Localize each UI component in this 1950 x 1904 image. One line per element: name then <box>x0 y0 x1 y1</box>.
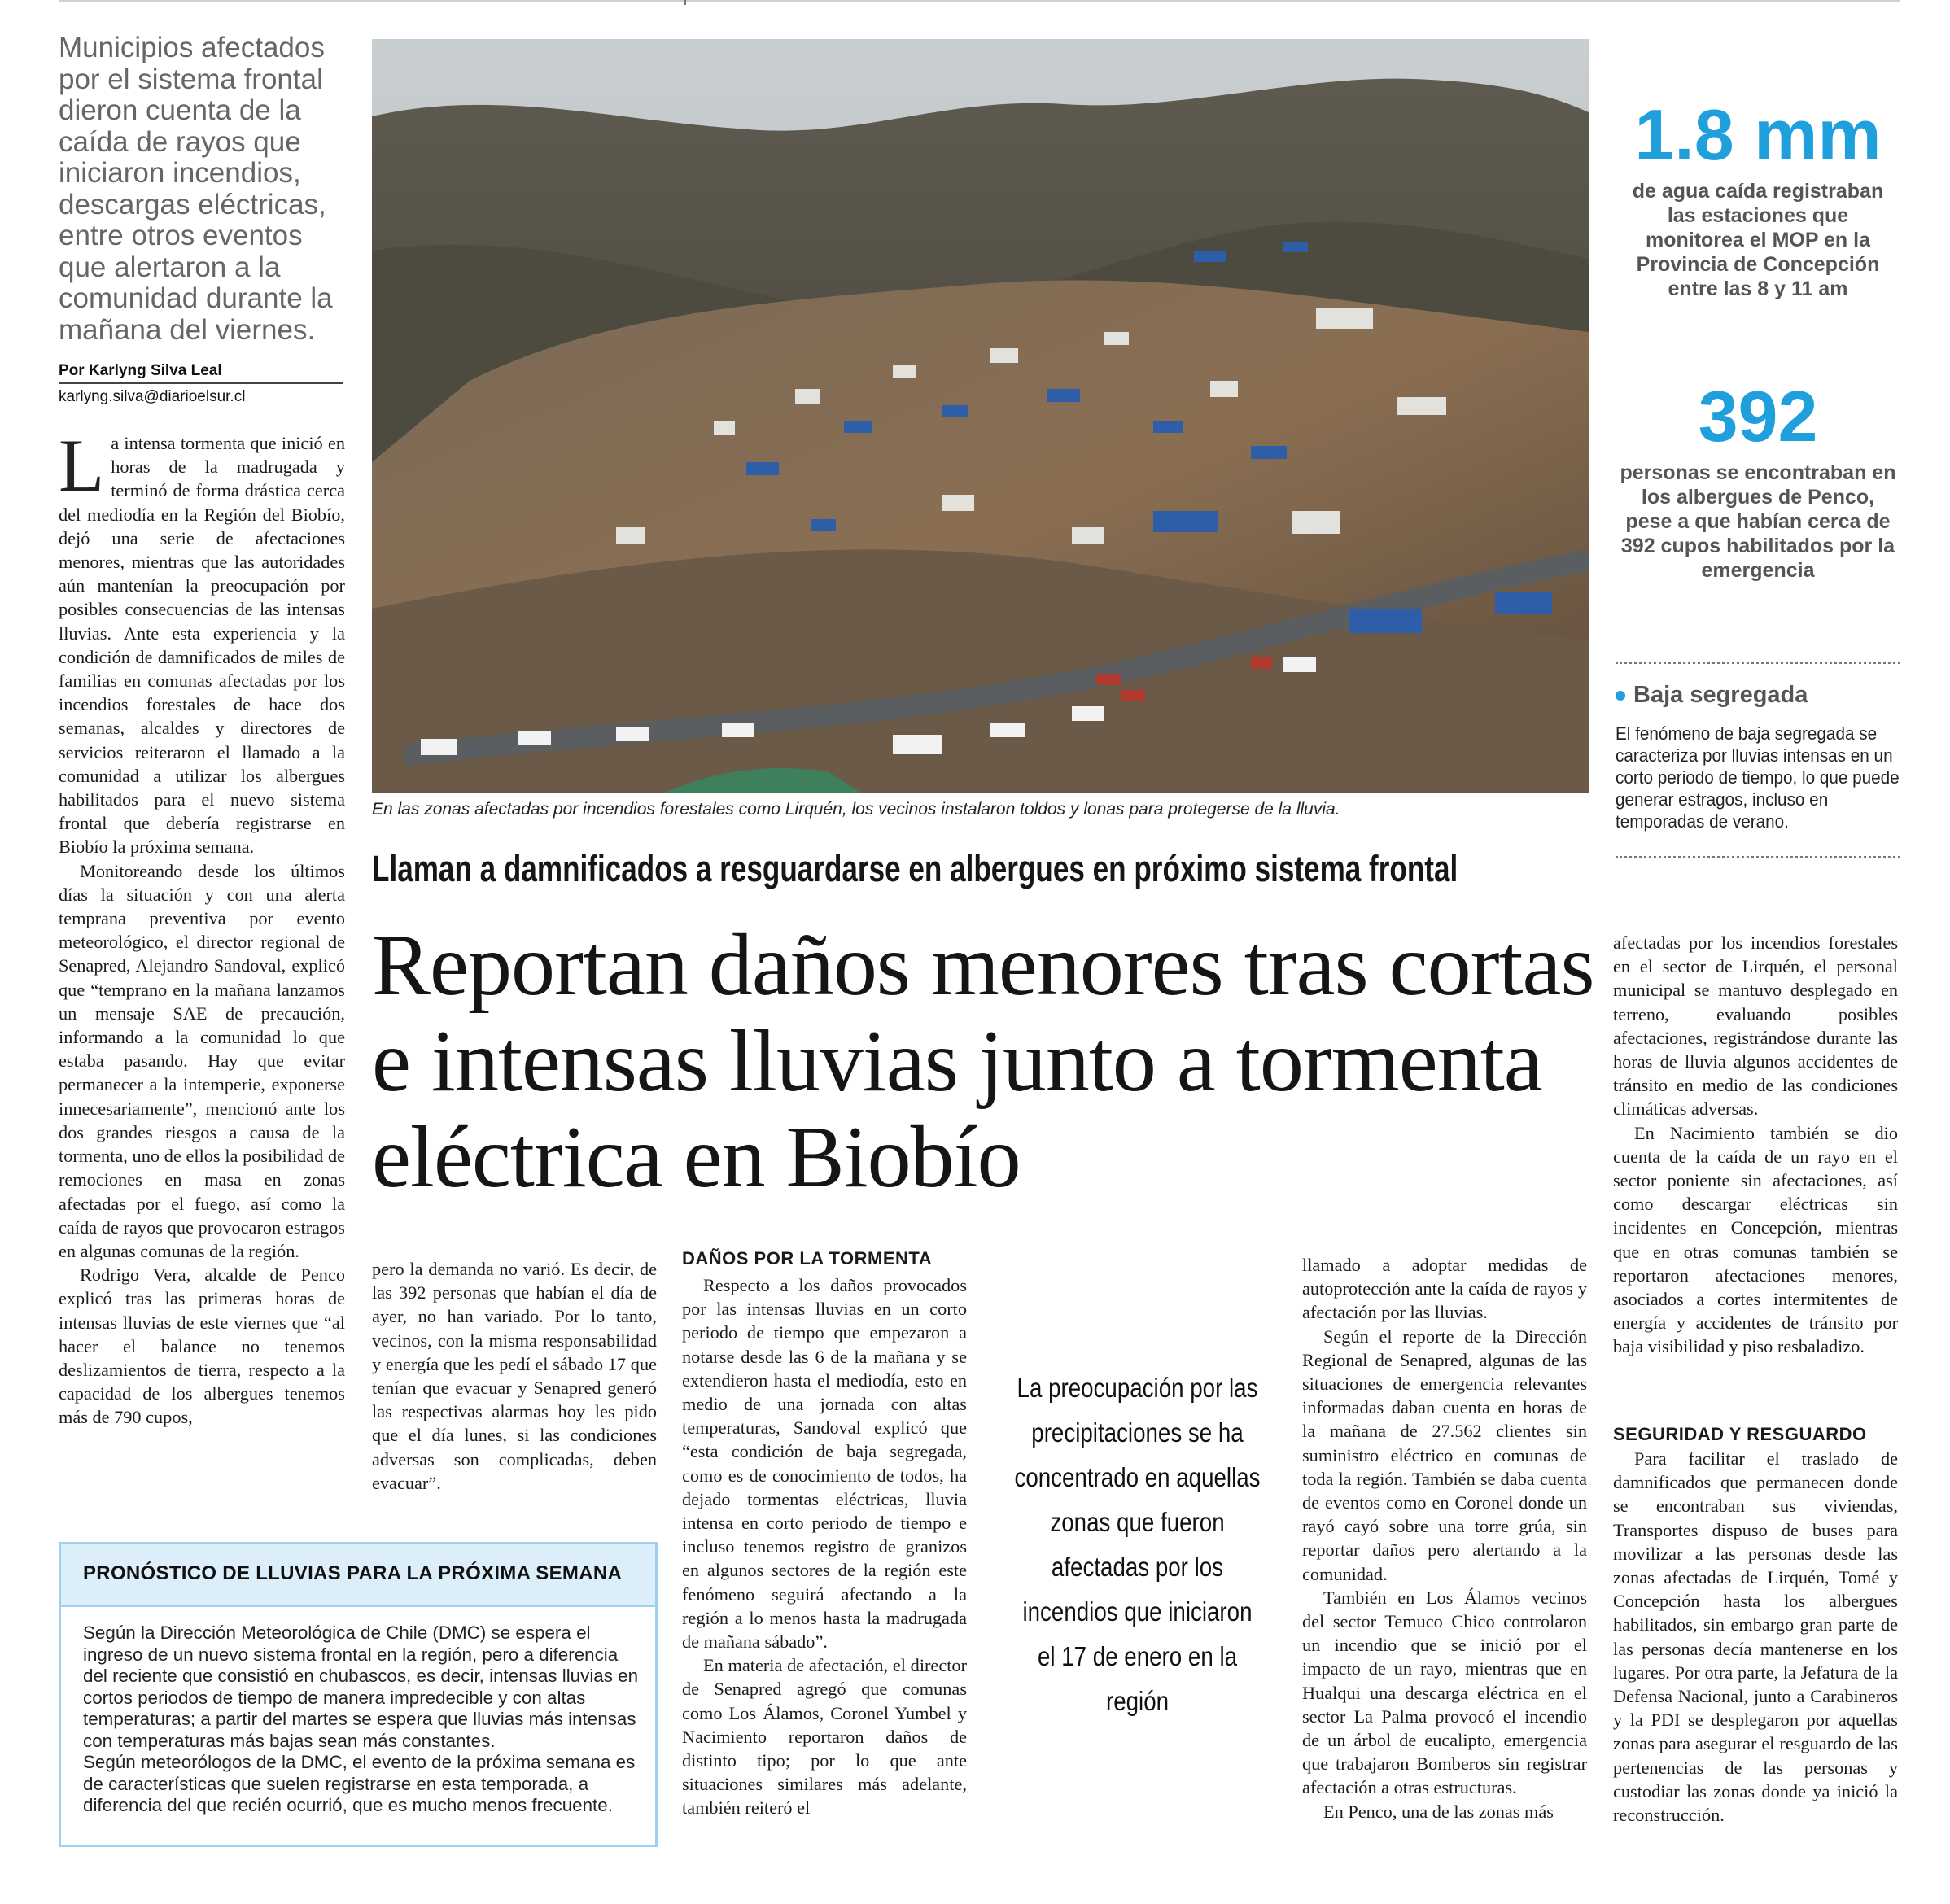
news-photo <box>372 39 1589 793</box>
body-column-5-continued <box>1613 1447 1898 1827</box>
fold-mark <box>684 0 686 5</box>
body-paragraph: En materia de afectación, el director de Senapred agregó que comunas como Los Álamos, Coronel Yumbel y Nacimiento reportaron daños de distinto tipo; por lo que ante situaciones similares más adelante, también reiteró el <box>682 1655 967 1819</box>
body-paragraph: Para facilitar el traslado de damnificados que permanecen donde se encontraban sus viviendas, Transportes dispuso de buses para movilizar a las personas desde las zonas afectadas de Lirquén, Tomé y Concepción hasta los albergues habilitados, sin embargo gran parte de las personas decía mantenerse en los lugares. Por otra parte, la Jefatura de la Defensa Nacional, junto a Carabineros y la PDI se desplegaron por aquellas zonas para asegurar el resguardo de las pertenencias de las personas y custodiar las zonas donde ya inició la reconstrucción. <box>1613 1448 1898 1826</box>
body-paragraph: llamado a adoptar medidas de autoprotección ante la caída de rayos y afectación por las lluvias. <box>1302 1255 1587 1323</box>
forecast-box-text <box>83 1622 645 1817</box>
forecast-paragraph: Según meteorólogos de la DMC, el evento de la próxima semana es de características que suelen registrarse en esta temporada, a diferencia del que recién ocurrió, que es mucho menos frecuente. <box>83 1752 636 1815</box>
dotted-divider <box>1616 856 1900 858</box>
byline: Por Karlyng Silva Leal <box>59 362 222 379</box>
forecast-paragraph: Según la Dirección Meteorológica de Chile (DMC) se espera el ingreso de un nuevo sistema frontal en la región, pero a diferencia del reciente que consistió en chubascos, es decir, intensas lluvias en cortos periodos de tiempo de manera impredecible y con altas temperaturas; a partir del martes se espera que lluvias más intensas con temperaturas más bajas sean más constantes. <box>83 1622 639 1751</box>
sidebar-title-label: Baja segregada <box>1633 682 1808 708</box>
body-paragraph: Monitoreando desde los últimos días la situación y con una alerta temprana preventiva por evento meteorológico, el director regional de Senapred, Alejandro Sandoval, explicó que “temprano en la mañana lanzamos un mensaje SAE de precaución, informando a la comunidad lo que estaba pasando. Hay que evitar permanecer a la intemperie, exponerse innecesariamente”, mencionó ante los dos grandes riesgos a causa de la tormenta, uno de ellos la posibilidad de remociones en masa en zonas afectadas por el fuego, así como la caída de rayos que provocaron estragos en algunas comunas de la región. <box>59 860 345 1261</box>
sidebar-text: El fenómeno de baja segregada se caracteriza por lluvias intensas en un corto periodo de tiempo, lo que puede generar estragos, incluso en temporadas de verano. <box>1616 723 1900 832</box>
body-paragraph: Según el reporte de la Dirección Regional de Senapred, algunas de las situaciones de emergencia relevantes informadas daban cuenta en horas de la mañana de 27.562 clientes sin suministro eléctrico en comunas de toda la región. También se daba cuenta de eventos como en Coronel donde un rayó cayó sobre una torre grúa, sin reportar daños pero alertando a la comunidad. <box>1302 1325 1587 1584</box>
pull-quote: La preocupación por las precipitaciones se ha concentrado en aquellas zonas que fueron afectadas por los incendios que iniciaron el 17 de enero en la región <box>1014 1373 1261 1716</box>
subhead-seguridad: SEGURIDAD Y RESGUARDO <box>1613 1424 1867 1444</box>
subhead-danos: DAÑOS POR LA TORMENTA <box>682 1248 933 1269</box>
stat-people-text: personas se encontraban en los albergues de Penco, pese a que habían cerca de 392 cupos habilitados por la emergencia <box>1620 461 1896 582</box>
body-paragraph: Rodrigo Vera, alcalde de Penco explicó tras las primeras horas de intensas lluvias de este viernes que “al hacer el balance no tenemos deslizamientos de tierra, respecto a la capacidad de los albergues tenemos más de 790 cupos, <box>59 1264 345 1428</box>
author-email[interactable]: karlyng.silva@diarioelsur.cl <box>59 388 246 405</box>
body-column-2 <box>372 1257 657 1495</box>
body-column-3 <box>682 1273 967 1820</box>
body-paragraph: También en Los Álamos vecinos del sector Temuco Chico controlaron un incendio que se inició por el impacto de un rayo, mientras que en Hualqui una descarga eléctrica en el sector La Palma provocó el incendio de un árbol de eucalipto, emergencia que trabajaron Bomberos sin registrar afectación a otras estructuras. <box>1302 1587 1587 1798</box>
stat-rainfall-value: 1.8 mm <box>1634 94 1882 175</box>
photo-caption: En las zonas afectadas por incendios forestales como Lirquén, los vecinos instalaron toldos y lonas para protegerse de la lluvia. <box>372 800 1340 819</box>
dotted-divider <box>1616 662 1900 664</box>
body-paragraph: afectadas por los incendios forestales en el sector de Lirquén, el personal municipal se mantuvo desplegado en terreno, evaluando posibles afectaciones, registrándose durante las horas de lluvia algunos accidentes de tránsito en medio de las condiciones climáticas adversas. <box>1613 932 1898 1120</box>
lirquen-hillside-photo <box>372 39 1589 793</box>
kicker-headline: Llaman a damnificados a resguardarse en albergues en próximo sistema frontal <box>372 848 1458 889</box>
byline-rule <box>59 382 343 384</box>
forecast-box <box>59 1542 658 1847</box>
forecast-box-header <box>61 1544 655 1607</box>
body-paragraph: a intensa tormenta que inició en horas de la madrugada y terminó de forma drástica cerca del mediodía en la Región del Biobío, dejó una serie de afectaciones menores, mientras que las autoridades aún mantenían la preocupación por posibles consecuencias de las intensas lluvias. Ante esta experiencia y la condición de damnificados de miles de familias en comunas afectadas por los incendios forestales de hace dos semanas, alcaldes y directores de servicios reiteraron el llamado a la comunidad a utilizar los albergues habilitados para el nuevo sistema frontal que debería registrarse en Biobío la próxima semana. <box>59 433 345 858</box>
sidebar-title <box>1616 682 1808 709</box>
drop-cap: L <box>59 424 105 507</box>
bullet-icon <box>1616 691 1625 701</box>
body-column-1 <box>59 424 345 1430</box>
body-paragraph: En Nacimiento también se dio cuenta de la caída de un rayo en el sector poniente sin afectaciones, así como descargar eléctricas sin incidentes en Concepción, mientras que en otras comunas también se reportaron afectaciones menores, asociados a cortes intermitentes de energía y accidentes de tránsito por baja visibilidad y piso resbaladizo. <box>1613 1122 1898 1357</box>
body-paragraph: Respecto a los daños provocados por las intensas lluvias en un corto periodo de tiempo que empezaron a notarse desde las 6 de la mañana y se extendieron hasta el mediodía, esto en medio de una jornada con altas temperaturas, Sandoval explicó que “esta condición de baja segregada, como es de conocimiento de todos, ha dejado tormentas eléctricas, lluvia intensa en corto periodo de tiempo e incluso tenemos registro de granizos en algunos sectores de la región este fenómeno seguirá afectando a la región a lo menos hasta la madrugada de mañana sábado”. <box>682 1275 967 1653</box>
body-column-4 <box>1302 1253 1587 1823</box>
stat-rainfall-text: de agua caída registraban las estaciones que monitorea el MOP en la Provincia de Concepción entre las 8 y 11 am <box>1632 180 1884 300</box>
lead-paragraph: Municipios afectados por el sistema frontal dieron cuenta de la caída de rayos que iniciaron incendios, descargas eléctricas, entre otros eventos que alertaron a la comunidad durante la mañana del viernes. <box>59 32 333 346</box>
body-paragraph: pero la demanda no varió. Es decir, de las 392 personas que habían el día de ayer, no han variado. Por lo tanto, vecinos, con la misma responsabilidad y energía que les pedí el sábado 17 que tenían que evacuar y Senapred generó las respectivas alarmas hoy les pido que el día lunes, si las condiciones adversas son complicadas, deben evacuar”. <box>372 1259 657 1493</box>
main-headline: Reportan daños menores tras cortas e intensas lluvias junto a tormenta eléctrica en Biobío <box>372 917 1594 1206</box>
body-column-5 <box>1613 931 1898 1359</box>
body-paragraph: En Penco, una de las zonas más <box>1323 1801 1554 1822</box>
top-rule <box>59 0 1900 2</box>
stat-people-value: 392 <box>1698 376 1818 456</box>
forecast-box-title: PRONÓSTICO DE LLUVIAS PARA LA PRÓXIMA SEMANA <box>83 1562 623 1584</box>
